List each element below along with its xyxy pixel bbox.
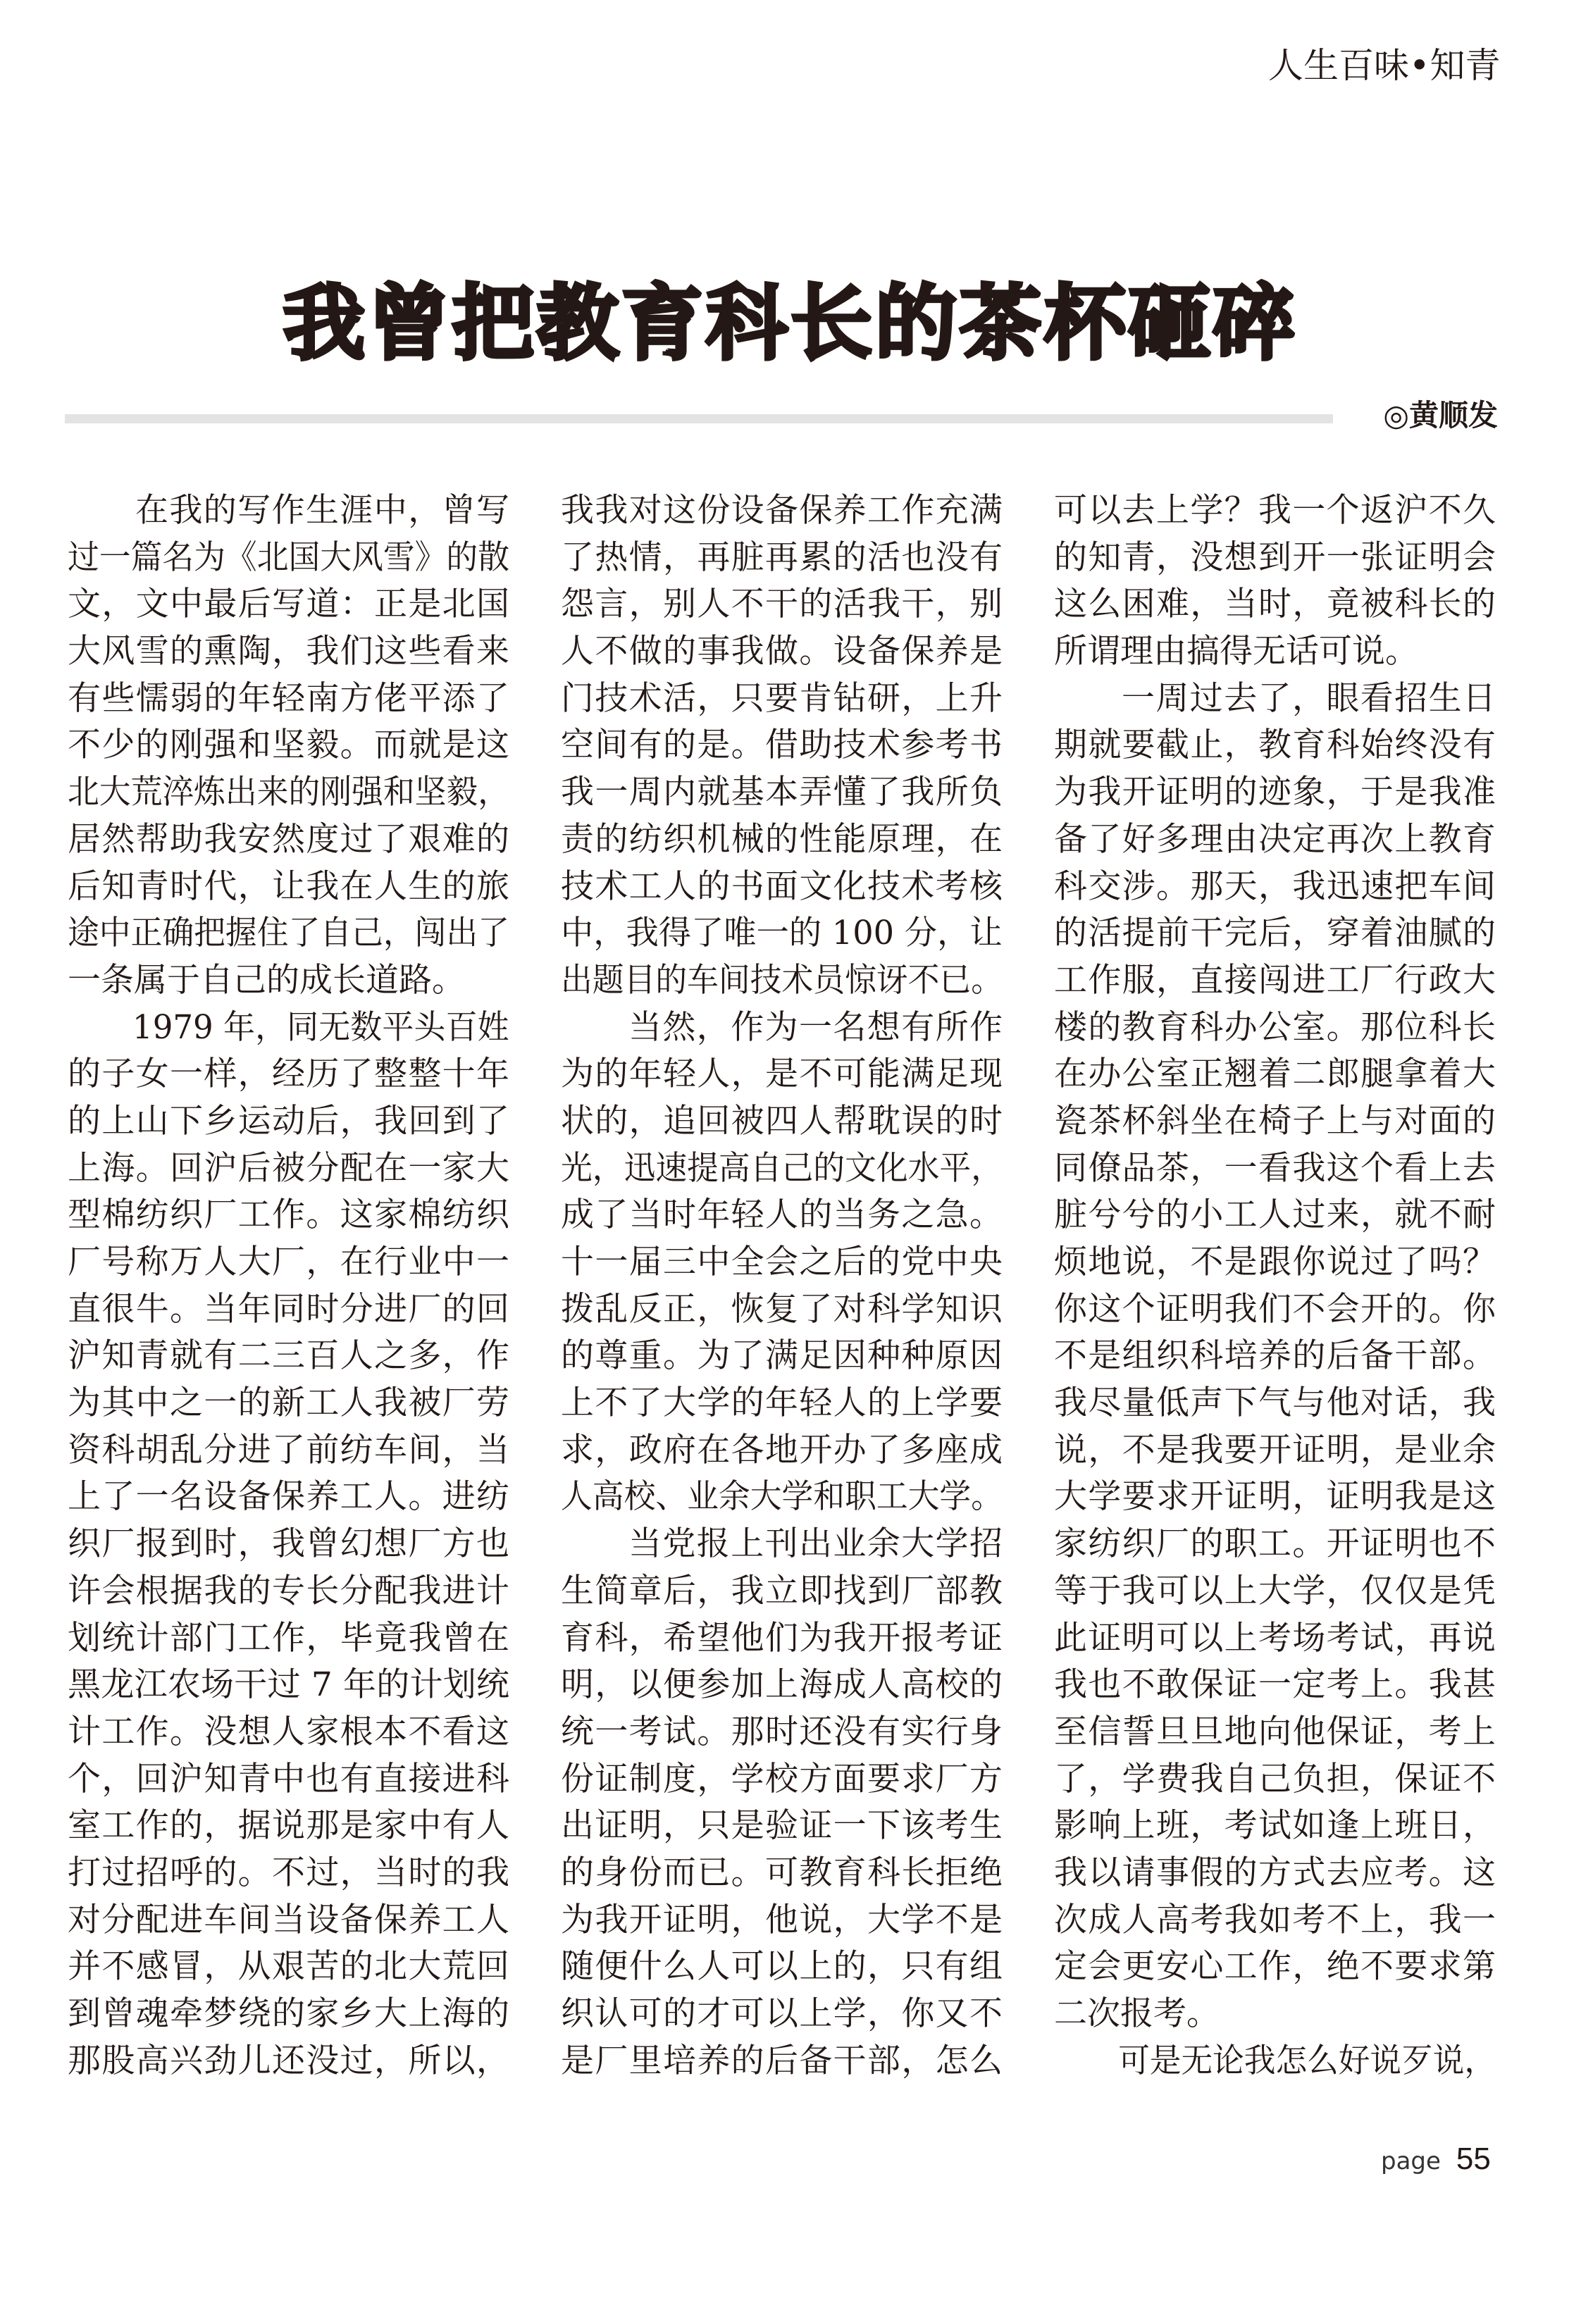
text-line: 沪知青就有二三百人之多，作	[68, 1336, 509, 1376]
text-line: 当然，作为一名想有所作	[628, 1007, 1003, 1047]
text-line: 状的，追回被四人帮耽误的时	[561, 1101, 1003, 1141]
section-label: 人生百味•知青	[1268, 45, 1501, 86]
text-line: 的活提前干完后，穿着油腻的	[1054, 914, 1496, 953]
text-line: 这么困难，当时，竟被科长的	[1054, 585, 1496, 624]
paragraph	[68, 1005, 509, 2085]
text-line: 的子女一样，经历了整整十年	[68, 1055, 509, 1094]
text-line: 影响上班，考试如逢上班日，	[1054, 1806, 1496, 1846]
text-line: 的知青，没想到开一张证明会	[1054, 537, 1496, 577]
text-line: 不是组织科培养的后备干部。	[1054, 1336, 1496, 1376]
text-line: 的尊重。为了满足因种种原因	[561, 1336, 1003, 1376]
text-line: 资科胡乱分进了前纺车间，当	[68, 1430, 509, 1469]
text-line: 并不感冒，从艰苦的北大荒回	[68, 1947, 509, 1987]
text-line: 次成人高考我如考不上，我一	[1054, 1900, 1496, 1939]
text-line: 份证制度，学校方面要求厂方	[561, 1759, 1003, 1798]
text-line: 二次报考。	[1054, 1994, 1220, 2033]
text-line: 对分配进车间当设备保养工人	[68, 1900, 509, 1939]
paragraph	[561, 487, 1003, 1005]
text-line: 为的年轻人，是不可能满足现	[561, 1055, 1003, 1094]
text-line: 厂号称万人大厂，在行业中一	[68, 1243, 509, 1281]
text-line: 过一篇名为《北国大风雪》的散	[68, 537, 509, 577]
text-line: 定会更安心工作，绝不要求第	[1054, 1947, 1496, 1987]
text-line: 门技术活，只要肯钻研，上升	[561, 678, 1003, 718]
paragraph	[1054, 2038, 1496, 2085]
text-line: 我我对这份设备保养工作充满	[561, 491, 1003, 530]
text-line: 到曾魂牵梦绕的家乡大上海的	[68, 1994, 509, 2033]
text-line: 至信誓旦旦地向他保证，考上	[1054, 1712, 1496, 1751]
text-line: 统一考试。那时还没有实行身	[561, 1712, 1003, 1751]
text-line: 一周过去了，眼看招生日	[1122, 678, 1496, 718]
text-line: 打过招呼的。不过，当时的我	[68, 1853, 509, 1892]
text-line: 1979 年，同无数平头百姓	[132, 1007, 509, 1047]
text-line: 个，回沪知青中也有直接进科	[68, 1759, 509, 1798]
text-line: 不少的刚强和坚毅。而就是这	[68, 726, 509, 765]
text-line: 后知青时代，让我在人生的旅	[68, 866, 509, 906]
text-line: 明，以便参加上海成人高校的	[561, 1665, 1003, 1705]
text-line: 当党报上刊出业余大学招	[628, 1524, 1003, 1564]
text-column-1	[68, 487, 509, 2084]
text-line: 在办公室正翘着二郎腿拿着大	[1054, 1055, 1496, 1094]
text-line: 责的纺织机械的性能原理，在	[561, 819, 1003, 859]
text-line: 人高校、业余大学和职工大学。	[561, 1477, 1003, 1517]
text-line: 期就要截止，教育科始终没有	[1054, 726, 1496, 765]
text-line: 楼的教育科办公室。那位科长	[1054, 1007, 1496, 1047]
text-line: 家纺织厂的职工。开证明也不	[1054, 1524, 1496, 1564]
text-line: 可是无论我怎么好说歹说，	[1118, 2041, 1496, 2080]
text-line: 大风雪的熏陶，我们这些看来	[68, 632, 509, 671]
title-divider	[65, 414, 1333, 423]
text-line: 我也不敢保证一定考上。我甚	[1054, 1665, 1496, 1705]
text-line: 上了一名设备保养工人。进纺	[68, 1477, 509, 1517]
text-line: 可以去上学？我一个返沪不久	[1054, 491, 1496, 530]
text-line: 光，迅速提高自己的文化水平，	[561, 1148, 1003, 1188]
text-line: 的上山下乡运动后，我回到了	[68, 1101, 509, 1141]
text-line: 人不做的事我做。设备保养是	[561, 632, 1003, 671]
text-line: 文，文中最后写道：正是北国	[68, 585, 509, 624]
text-line: 上海。回沪后被分配在一家大	[68, 1148, 509, 1188]
text-line: 途中正确把握住了自己，闯出了	[68, 914, 509, 953]
text-line: 型棉纺织厂工作。这家棉纺织	[68, 1195, 509, 1235]
text-line: 科交涉。那天，我迅速把车间	[1054, 866, 1496, 906]
text-line: 那股高兴劲儿还没过，所以，	[68, 2041, 509, 2080]
text-line: 黑龙江农场干过 7 年的计划统	[68, 1665, 509, 1705]
text-line: 随便什么人可以上的，只有组	[561, 1947, 1003, 1987]
text-line: 织厂报到时，我曾幻想厂方也	[68, 1524, 509, 1564]
text-line: 许会根据我的专长分配我进计	[68, 1571, 509, 1610]
text-column-2	[561, 487, 1003, 2084]
text-line: 十一届三中全会之后的党中央	[561, 1243, 1003, 1281]
text-line: 为我开证明的迹象，于是我准	[1054, 773, 1496, 812]
text-line: 是厂里培养的后备干部，怎么	[561, 2041, 1003, 2080]
text-line: 脏兮兮的小工人过来，就不耐	[1054, 1195, 1496, 1235]
text-line: 我一周内就基本弄懂了我所负	[561, 773, 1003, 812]
text-line: 了，学费我自己负担，保证不	[1054, 1759, 1496, 1798]
paragraph	[561, 1005, 1003, 1522]
text-line: 我尽量低声下气与他对话，我	[1054, 1384, 1496, 1423]
text-line: 工作服，直接闯进工厂行政大	[1054, 960, 1496, 1000]
text-line: 说，不是我要开证明，是业余	[1054, 1430, 1496, 1469]
page-footer	[1381, 2142, 1491, 2177]
text-line: 备了好多理由决定再次上教育	[1054, 819, 1496, 859]
text-line: 室工作的，据说那是家中有人	[68, 1806, 509, 1846]
text-line: 在我的写作生涯中，曾写	[135, 491, 509, 530]
article-title: 我曾把教育科长的茶杯砸碎	[283, 276, 1298, 371]
text-line: 烦地说，不是跟你说过了吗？	[1054, 1243, 1496, 1281]
article-author: ◎黄顺发	[1383, 398, 1498, 433]
text-line: 为其中之一的新工人我被厂劳	[68, 1384, 509, 1423]
text-line: 瓷茶杯斜坐在椅子上与对面的	[1054, 1101, 1496, 1141]
text-line: 计工作。没想人家根本不看这	[68, 1712, 509, 1751]
text-line: 出证明，只是验证一下该考生	[561, 1806, 1003, 1846]
page-number: 55	[1456, 2142, 1491, 2176]
text-line: 居然帮助我安然度过了艰难的	[68, 819, 509, 859]
text-line: 一条属于自己的成长道路。	[68, 960, 465, 1000]
text-line: 求，政府在各地开办了多座成	[561, 1430, 1003, 1469]
text-line: 出题目的车间技术员惊讶不已。	[561, 960, 1003, 1000]
text-line: 上不了大学的年轻人的上学要	[561, 1384, 1003, 1423]
text-line: 所谓理由搞得无话可说。	[1054, 632, 1418, 671]
text-line: 的身份而已。可教育科长拒绝	[561, 1853, 1003, 1892]
text-line: 为我开证明，他说，大学不是	[561, 1900, 1003, 1939]
text-line: 划统计部门工作，毕竟我曾在	[68, 1618, 509, 1658]
text-line: 织认可的才可以上学，你又不	[561, 1994, 1003, 2033]
text-line: 等于我可以上大学，仅仅是凭	[1054, 1571, 1496, 1610]
text-line: 此证明可以上考场考试，再说	[1054, 1618, 1496, 1658]
paragraph	[1054, 487, 1496, 676]
text-line: 拨乱反正，恢复了对科学知识	[561, 1289, 1003, 1329]
text-column-3	[1054, 487, 1496, 2084]
text-line: 北大荒淬炼出来的刚强和坚毅，	[68, 773, 509, 812]
paragraph	[1054, 676, 1496, 2038]
paragraph	[68, 487, 509, 1005]
text-line: 同僚品茶，一看我这个看上去	[1054, 1148, 1496, 1188]
text-line: 育科，希望他们为我开报考证	[561, 1618, 1003, 1658]
paragraph	[561, 1521, 1003, 2084]
text-line: 怨言，别人不干的活我干，别	[561, 585, 1003, 624]
text-line: 有些懦弱的年轻南方佬平添了	[68, 678, 509, 718]
text-line: 成了当时年轻人的当务之急。	[561, 1195, 1003, 1235]
text-line: 空间有的是。借助技术参考书	[561, 726, 1003, 765]
text-line: 我以请事假的方式去应考。这	[1054, 1853, 1496, 1892]
text-line: 直很牛。当年同时分进厂的回	[68, 1289, 509, 1329]
text-line: 大学要求开证明，证明我是这	[1054, 1477, 1496, 1517]
text-line: 你这个证明我们不会开的。你	[1054, 1289, 1496, 1329]
text-line: 生简章后，我立即找到厂部教	[561, 1571, 1003, 1610]
text-line: 技术工人的书面文化技术考核	[561, 866, 1003, 906]
text-line: 中，我得了唯一的 100 分，让	[561, 914, 1003, 953]
text-line: 了热情，再脏再累的活也没有	[561, 537, 1003, 577]
page-label: page	[1381, 2147, 1441, 2175]
